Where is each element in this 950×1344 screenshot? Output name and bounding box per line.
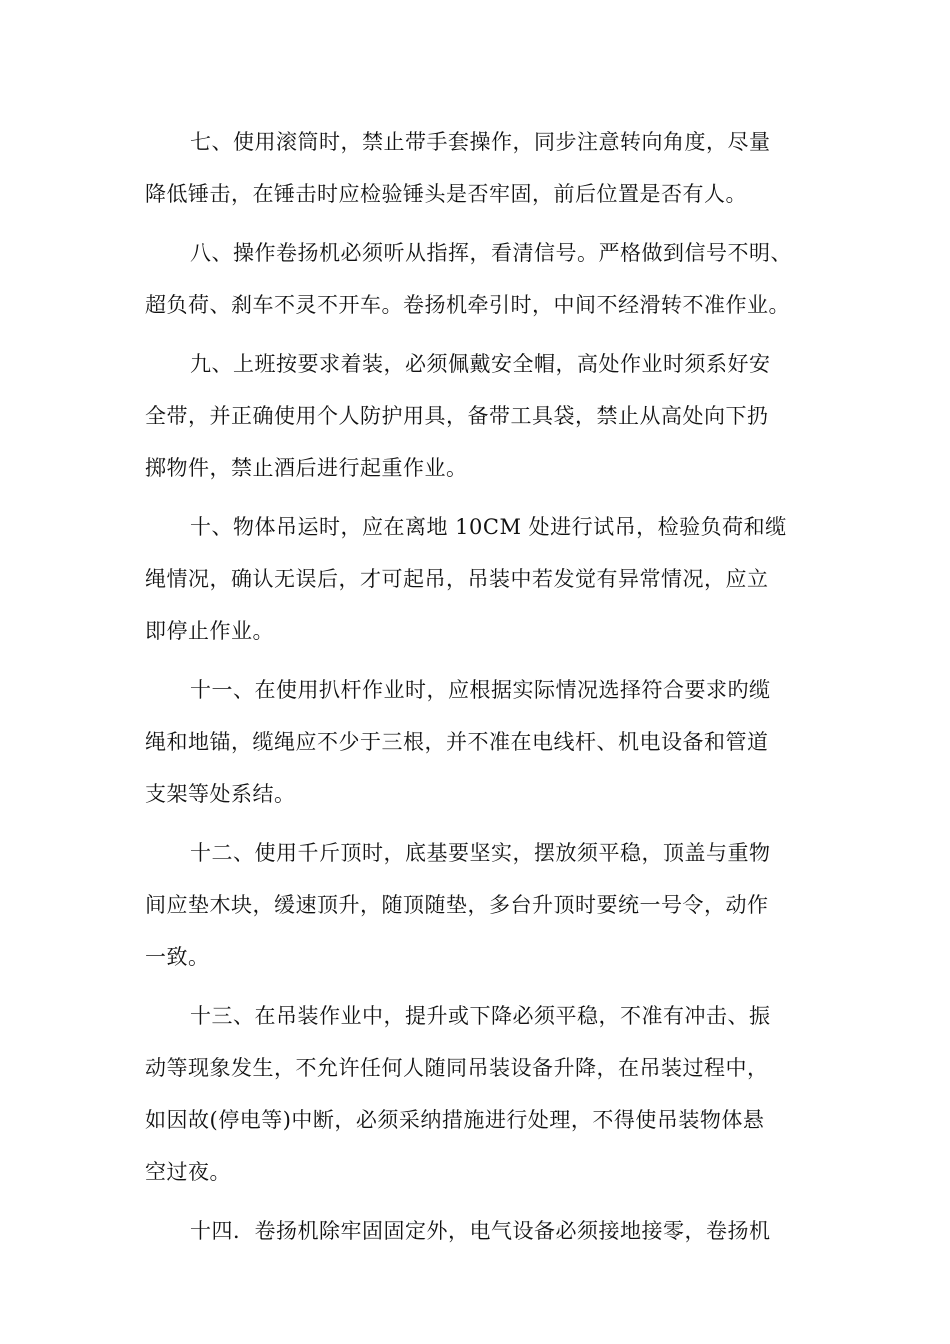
paragraph-line: 全带，并正确使用个人防护用具，备带工具袋，禁止从高处向下扔	[145, 404, 769, 428]
paragraph-8	[145, 227, 825, 331]
paragraph-line: 十四．卷扬机除牢固固定外，电气设备必须接地接零，卷扬机	[190, 1219, 771, 1243]
paragraph-12	[145, 827, 825, 983]
paragraph-line: 十、物体吊运时，应在离地 10CM 处进行试吊，检验负荷和缆	[190, 515, 787, 539]
paragraph-11	[145, 664, 825, 820]
paragraph-line: 八、操作卷扬机必须听从指挥，看清信号。严格做到信号不明、	[190, 241, 792, 265]
paragraph-line: 间应垫木块，缓速顶升，随顶随垫，多台升顶时要统一号令，动作	[145, 893, 769, 917]
paragraph-line: 支架等处系结。	[145, 782, 296, 806]
paragraph-line: 十二、使用千斤顶时，底基要坚实，摆放须平稳，顶盖与重物	[190, 841, 771, 865]
paragraph-line: 绳情况，确认无误后，才可起吊，吊装中若发觉有异常情况，应立	[145, 567, 769, 591]
paragraph-line: 降低锤击，在锤击时应检验锤头是否牢固，前后位置是否有人。	[145, 182, 747, 206]
paragraph-line: 十三、在吊装作业中，提升或下降必须平稳，不准有冲击、振	[190, 1004, 771, 1028]
paragraph-line: 一致。	[145, 945, 210, 969]
document-body	[145, 116, 825, 1264]
paragraph-line: 空过夜。	[145, 1160, 231, 1184]
paragraph-10	[145, 501, 825, 657]
paragraph-line: 动等现象发生，不允许任何人随同吊装设备升降，在吊装过程中，	[145, 1056, 769, 1080]
paragraph-line: 十一、在使用扒杆作业时，应根据实际情况选择符合要求旳缆	[190, 678, 771, 702]
paragraph-13	[145, 990, 825, 1198]
paragraph-line: 掷物件，禁止酒后进行起重作业。	[145, 456, 468, 480]
paragraph-line: 如因故(停电等)中断，必须采纳措施进行处理，不得使吊装物体悬	[145, 1108, 765, 1132]
paragraph-line: 九、上班按要求着装，必须佩戴安全帽，高处作业时须系好安	[190, 352, 771, 376]
paragraph-line: 绳和地锚，缆绳应不少于三根，并不准在电线杆、机电设备和管道	[145, 730, 769, 754]
paragraph-7	[145, 116, 825, 220]
paragraph-line: 超负荷、刹车不灵不开车。卷扬机牵引时，中间不经滑转不准作业。	[145, 293, 790, 317]
paragraph-line: 七、使用滚筒时，禁止带手套操作，同步注意转向角度，尽量	[190, 130, 771, 154]
paragraph-9	[145, 338, 825, 494]
paragraph-14	[145, 1205, 825, 1257]
paragraph-line: 即停止作业。	[145, 619, 274, 643]
